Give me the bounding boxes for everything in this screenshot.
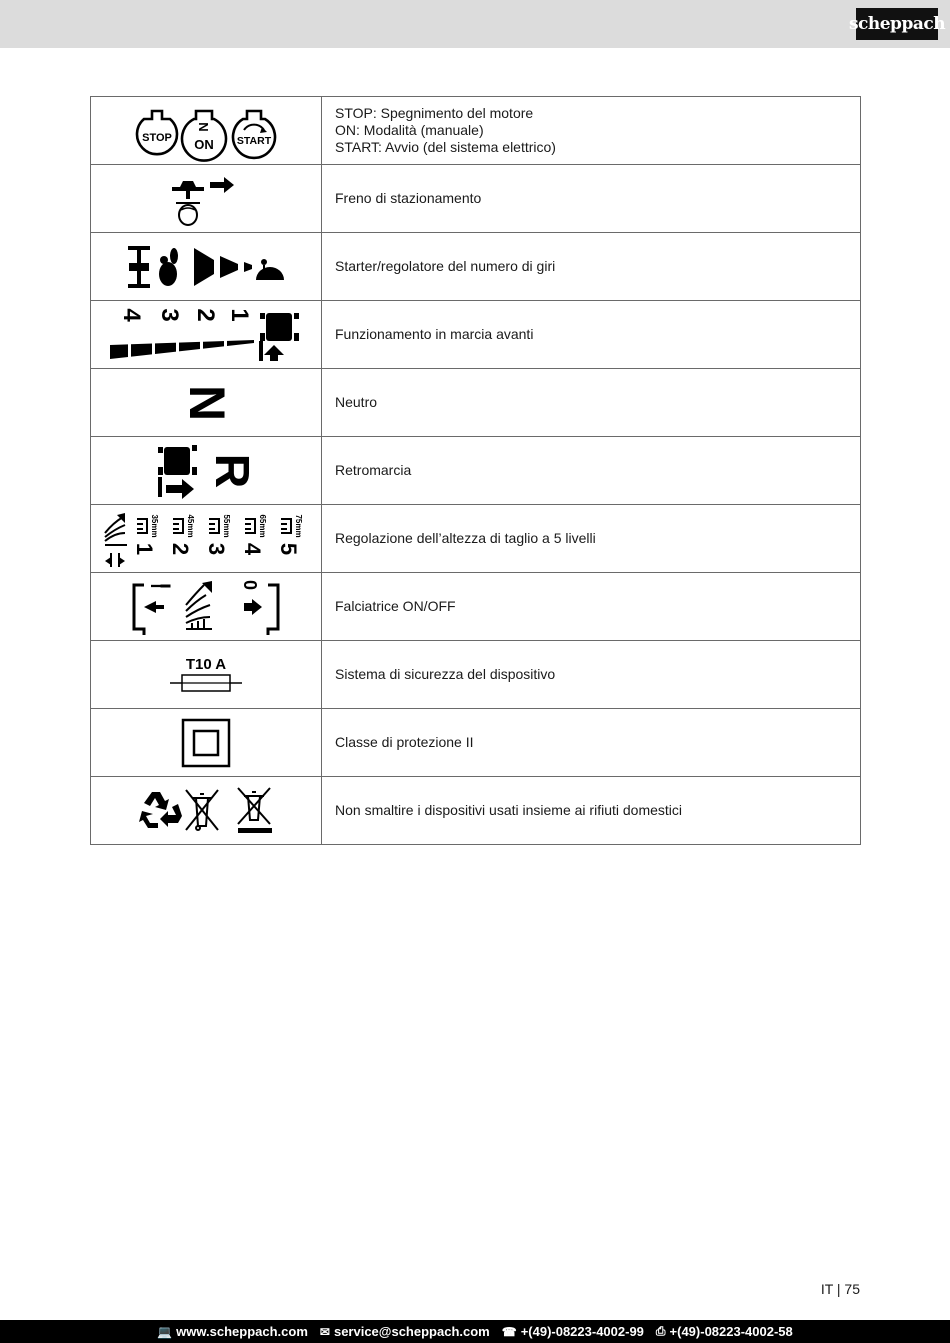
page-number: IT | 75: [820, 1281, 860, 1297]
stop-label: STOP: [142, 131, 172, 144]
header-bar: [0, 0, 950, 48]
row-text: Retromarcia: [335, 462, 412, 478]
gear-label: 2: [192, 307, 219, 322]
start-label: START: [236, 134, 272, 147]
phone-icon: ☎: [501, 1324, 517, 1339]
cutting-height-icon: [101, 509, 311, 569]
row-text: Funzionamento in marcia avanti: [335, 326, 534, 342]
protection-class-ii-icon: [181, 718, 231, 768]
fuse-icon: [166, 653, 246, 697]
row-text: Freno di stazionamento: [335, 190, 482, 206]
height-level-label: 2: [168, 542, 193, 555]
throttle-choke-icon: [126, 240, 286, 294]
height-mm-label: 55mm: [222, 513, 231, 538]
table-row: [91, 505, 861, 573]
table-row: [91, 641, 861, 709]
computer-icon: 💻: [157, 1324, 173, 1339]
neutral-label: N: [179, 384, 235, 421]
table-row: [91, 233, 861, 301]
gear-label: 3: [156, 307, 183, 322]
row-text: Sistema di sicurezza del dispositivo: [335, 666, 556, 682]
table-row: [91, 437, 861, 505]
footer-email[interactable]: ✉ service@scheppach.com: [319, 1324, 490, 1339]
row-text: Starter/regolatore del numero di giri: [335, 258, 556, 274]
scheppach-logo: scheppach: [856, 8, 938, 40]
height-level-label: 4: [240, 542, 265, 555]
symbol-table: [90, 96, 861, 845]
height-mm-label: 65mm: [258, 513, 267, 538]
fuse-label: T10 A: [185, 655, 227, 673]
row-text: ON: Modalità (manuale): [335, 122, 484, 138]
footer-phone: ☎ +(49)-08223-4002-99: [501, 1324, 644, 1339]
table-row: [91, 97, 861, 165]
crossed-bin-bar-icon: [238, 788, 270, 824]
height-level-label: 1: [132, 542, 157, 555]
gear-label: 1: [226, 307, 253, 322]
on-label: ON: [194, 136, 214, 152]
height-mm-label: 35mm: [150, 513, 159, 538]
recycle-icon: [139, 792, 182, 828]
mower-on-off-icon: [126, 577, 286, 637]
reverse-icon: [146, 441, 266, 501]
email-icon: ✉: [319, 1324, 330, 1339]
reverse-label: R: [205, 453, 258, 488]
row-text: Classe di protezione II: [335, 734, 474, 750]
fax-icon: ⎙: [655, 1324, 666, 1338]
footer-website[interactable]: 💻 www.scheppach.com: [157, 1324, 308, 1339]
height-level-label: 5: [276, 542, 301, 555]
footer-fax: ⎙ +(49)-08223-4002-58: [655, 1324, 793, 1339]
ignition-key-icon: [131, 99, 281, 163]
row-text: Neutro: [335, 394, 378, 410]
n-label: N: [196, 121, 211, 132]
table-row: [91, 709, 861, 777]
row-text: START: Avvio (del sistema elettrico): [335, 139, 556, 155]
row-text: STOP: Spegnimento del motore: [335, 105, 534, 121]
mower-on-label: I: [147, 583, 164, 588]
height-mm-label: 75mm: [294, 513, 303, 538]
footer-bar: [0, 1320, 950, 1343]
table-row: [91, 301, 861, 369]
disposal-icon: [136, 786, 276, 836]
table-row: [91, 369, 861, 437]
height-level-label: 3: [204, 542, 229, 555]
gear-label: 4: [118, 307, 145, 322]
crossed-bin-icon: [186, 790, 218, 830]
forward-gears-icon: [106, 307, 306, 363]
mower-off-label: 0: [240, 579, 260, 590]
table-row: [91, 573, 861, 641]
table-row: [91, 165, 861, 233]
row-text: Regolazione dell’altezza di taglio a 5 livelli: [335, 530, 596, 546]
parking-brake-icon: [166, 169, 246, 229]
row-text: Falciatrice ON/OFF: [335, 598, 456, 614]
table-row: [91, 777, 861, 845]
height-mm-label: 45mm: [186, 513, 195, 538]
neutral-icon: [176, 375, 236, 431]
row-text: Non smaltire i dispositivi usati insieme ai rifiuti domestici: [335, 802, 683, 818]
